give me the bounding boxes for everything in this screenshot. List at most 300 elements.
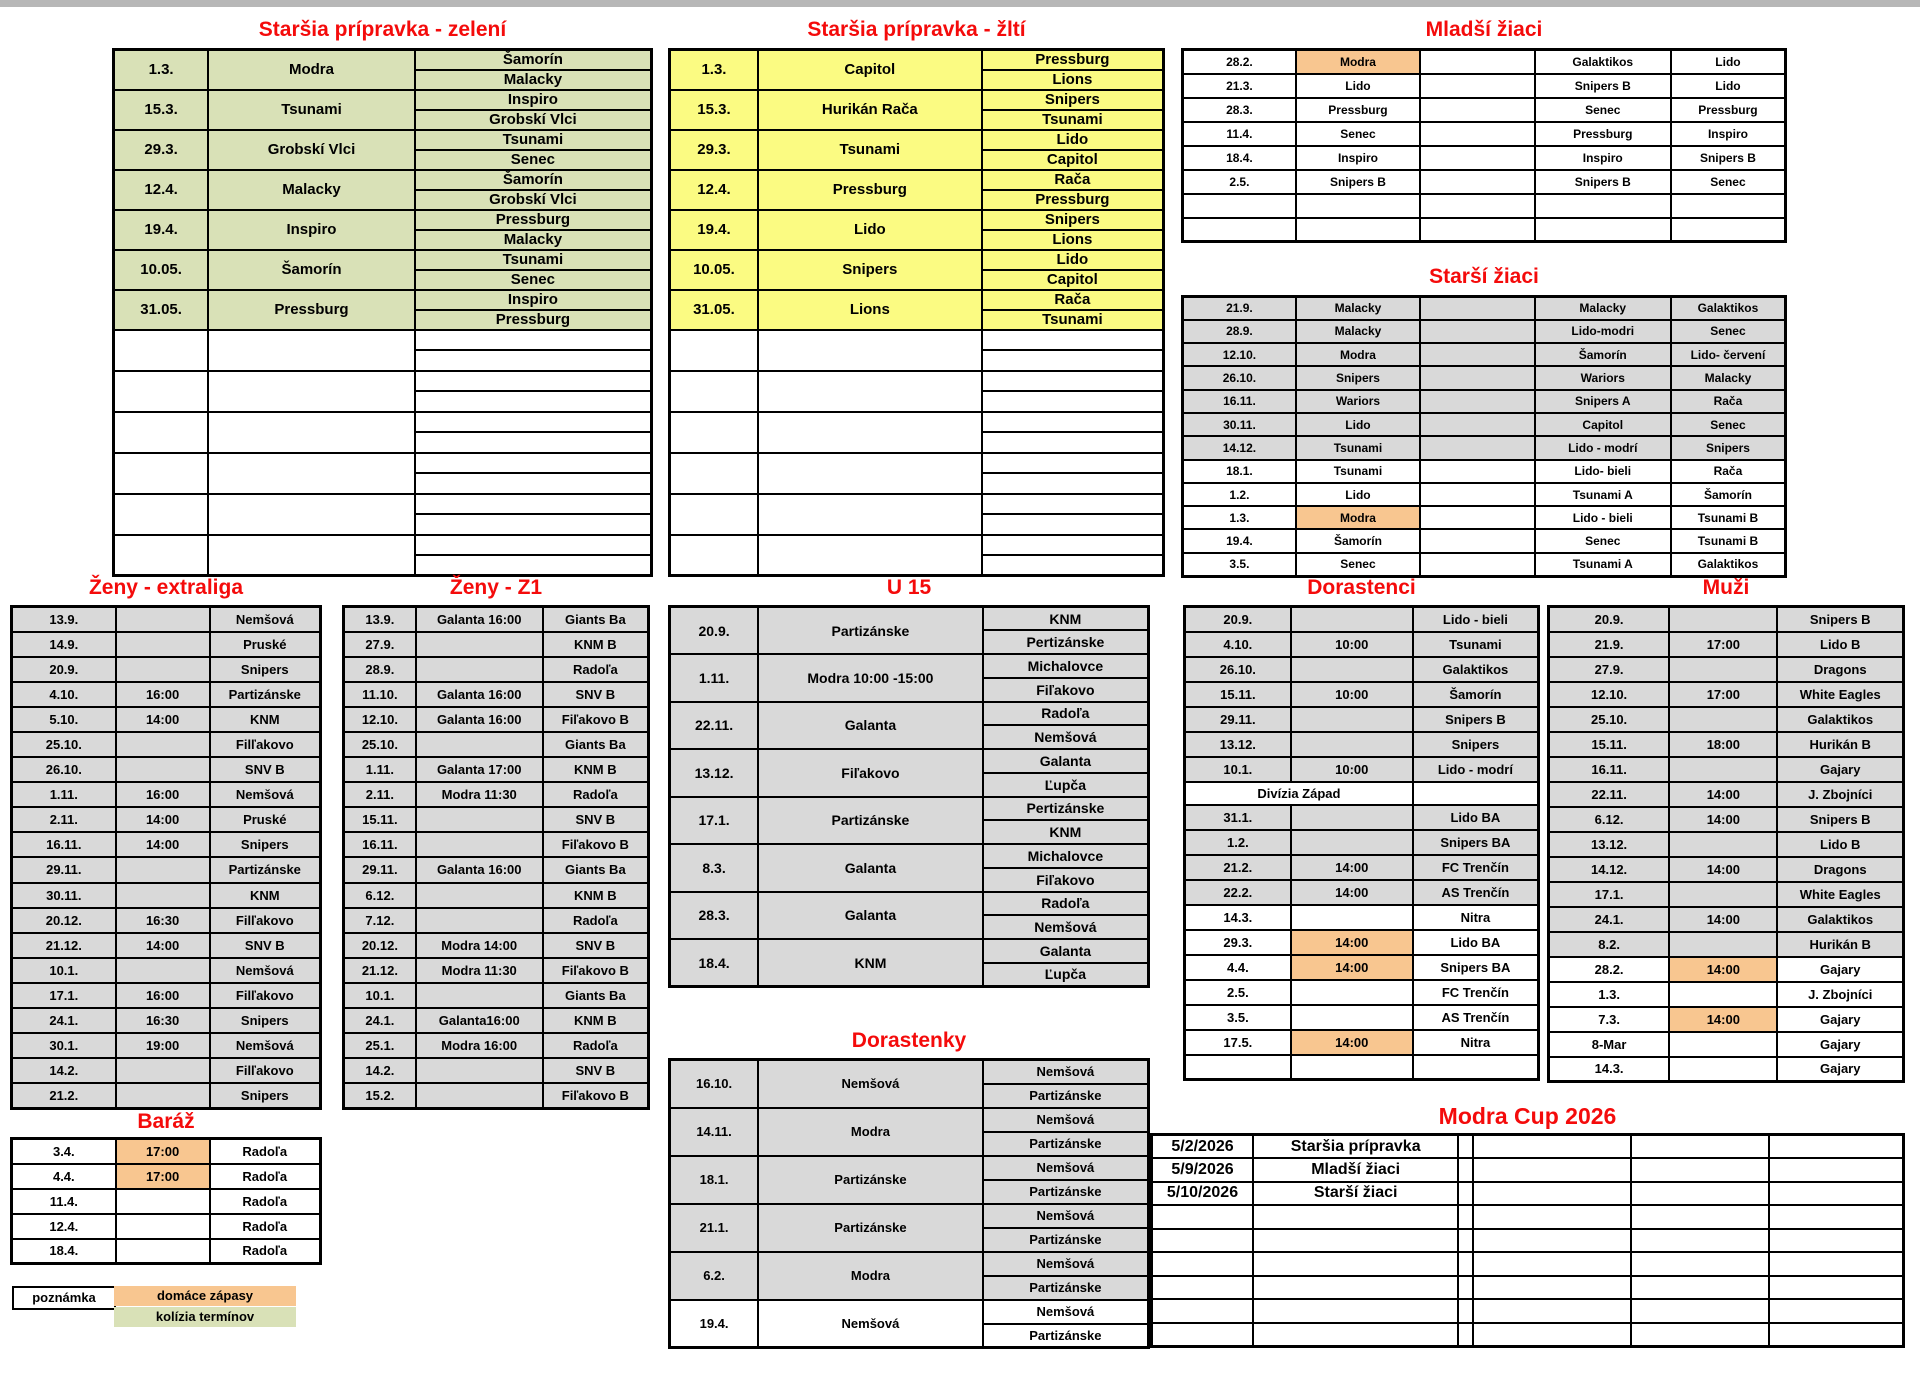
zeny-extraliga-opponent-cell: Nemšová — [210, 1033, 321, 1058]
dorastenci-row — [1185, 682, 1539, 707]
muzi-opponent-cell: White Eagles — [1777, 882, 1903, 907]
dorastenci-row — [1185, 905, 1539, 930]
dorastenci-opponent-cell: Snipers BA — [1413, 955, 1539, 980]
dorastenci-row — [1185, 732, 1539, 757]
mladsi-ziaci-date-cell: 18.4. — [1183, 146, 1296, 170]
zeny-z1-time-cell — [416, 807, 543, 832]
zeny-z1-time-cell — [416, 732, 543, 757]
baraz-row — [12, 1164, 321, 1189]
muzi-date-cell: 16.11. — [1549, 757, 1670, 782]
modra-cup-empty-cell — [1458, 1252, 1473, 1276]
zeny-extraliga-date-cell: 4.10. — [12, 682, 116, 707]
starsi-ziaci-opponent-cell: Senec — [1671, 320, 1786, 343]
zeny-z1-row — [344, 732, 649, 757]
dorastenci-opponent-cell: Snipers B — [1413, 707, 1539, 732]
mladsi-ziaci-row — [1183, 146, 1786, 170]
muzi-time-cell: 17:00 — [1669, 632, 1777, 657]
zeny-z1-date-cell: 14.2. — [344, 1058, 416, 1083]
modra-cup-empty-row — [1152, 1229, 1904, 1253]
zlti-empty-cell — [670, 371, 758, 412]
modra-cup-empty-cell — [1473, 1276, 1630, 1300]
dorastenci-row — [1185, 632, 1539, 657]
zlti-team-cell: Pressburg — [758, 170, 982, 210]
muzi-date-cell: 17.1. — [1549, 882, 1670, 907]
zeleni-opponent-cell: Grobskí Vlci — [415, 190, 652, 210]
zeny-z1-opponent-cell: SNV B — [543, 682, 649, 707]
zeny-extraliga-opponent-cell: SNV B — [210, 757, 321, 782]
modra-cup-empty-cell — [1473, 1252, 1630, 1276]
baraz-opponent-cell: Radoľa — [210, 1139, 321, 1164]
starsi-ziaci-opponent-cell: Snipers A — [1535, 390, 1671, 413]
dorastenky-team-cell: Partizánske — [758, 1156, 983, 1204]
u15-date-cell: 8.3. — [670, 844, 759, 892]
zlti-opponent-cell: Capitol — [982, 150, 1164, 170]
starsi-ziaci-team-cell: Modra — [1296, 506, 1420, 529]
zeleni-opponent-cell: Senec — [415, 150, 652, 170]
zlti-empty-cell — [982, 412, 1164, 433]
mladsi-ziaci-opponent-cell: Senec — [1535, 98, 1671, 122]
starsi-ziaci-team-cell: Modra — [1296, 343, 1420, 366]
zeny-extraliga-date-cell: 2.11. — [12, 807, 116, 832]
zlti-empty-cell — [758, 330, 982, 371]
dorastenci-table — [1183, 605, 1540, 1081]
zlti-empty-cell — [982, 350, 1164, 371]
starsi-ziaci-team-cell: Šamorín — [1296, 529, 1420, 552]
zeny-z1-opponent-cell: Giants Ba — [543, 983, 649, 1008]
dorastenci-time-cell: 10:00 — [1291, 632, 1413, 657]
starsi-ziaci-row — [1183, 529, 1786, 552]
mladsi-ziaci-empty-cell — [1296, 194, 1420, 218]
zeleni-team-cell: Malacky — [208, 170, 415, 210]
zlti-row — [670, 170, 1164, 190]
muzi-opponent-cell: Gajary — [1777, 1032, 1903, 1057]
modra-cup-empty-cell — [1473, 1229, 1630, 1253]
zeny-z1-time-cell — [416, 1083, 543, 1108]
u15-team-cell: Galanta — [758, 892, 983, 940]
starsi-ziaci-opponent-cell: Senec — [1671, 413, 1786, 436]
mladsi-ziaci-row — [1183, 50, 1786, 74]
mladsi-ziaci-empty-cell — [1420, 218, 1535, 242]
zeleni-date-cell: 15.3. — [114, 90, 209, 130]
zeny-z1-date-cell: 28.9. — [344, 657, 416, 682]
zeleni-opponent-cell: Malacky — [415, 230, 652, 250]
modra-cup-empty-row — [1152, 1205, 1904, 1229]
u15-opponent-cell: Fiľakovo — [983, 678, 1149, 702]
muzi-date-cell: 28.2. — [1549, 957, 1670, 982]
zeny-z1-row — [344, 958, 649, 983]
modra-cup-empty-cell — [1631, 1158, 1769, 1182]
zeny-z1-opponent-cell: SNV B — [543, 933, 649, 958]
zeny-extraliga-date-cell: 26.10. — [12, 757, 116, 782]
muzi-opponent-cell: Snipers B — [1777, 807, 1903, 832]
zlti-opponent-cell: Tsunami — [982, 110, 1164, 130]
modra-cup-empty-cell — [1458, 1158, 1473, 1182]
starsi-ziaci-date-cell: 30.11. — [1183, 413, 1296, 436]
starsi-ziaci-opponent-cell: Malacky — [1671, 366, 1786, 389]
starsi-ziaci-empty-cell — [1420, 553, 1535, 576]
starsi-ziaci-date-cell: 28.9. — [1183, 320, 1296, 343]
zeleni-opponent-cell: Šamorín — [415, 170, 652, 190]
dorastenci-date-cell: 13.12. — [1185, 732, 1291, 757]
zeny-z1-opponent-cell: SNV B — [543, 807, 649, 832]
muzi-date-cell: 12.10. — [1549, 682, 1670, 707]
mladsi-ziaci-date-cell: 2.5. — [1183, 170, 1296, 194]
starsi-ziaci-row — [1183, 483, 1786, 506]
muzi-row — [1549, 807, 1904, 832]
zeny-extraliga-time-cell: 14:00 — [116, 832, 210, 857]
zlti-opponent-cell: Pressburg — [982, 190, 1164, 210]
zlti-team-cell: Lido — [758, 210, 982, 250]
zeny-extraliga-row — [12, 757, 321, 782]
dorastenci-date-cell: 26.10. — [1185, 657, 1291, 682]
zeny-z1-row — [344, 782, 649, 807]
modra-cup-empty-cell — [1458, 1205, 1473, 1229]
zeny-extraliga-opponent-cell: Partizánske — [210, 682, 321, 707]
muzi-opponent-cell: Gajary — [1777, 1007, 1903, 1032]
u15-opponent-cell: Ľupča — [983, 963, 1149, 987]
u15-row — [670, 749, 1149, 773]
zlti-empty-cell — [982, 473, 1164, 494]
zeny-extraliga-time-cell: 16:00 — [116, 682, 210, 707]
u15-date-cell: 1.11. — [670, 654, 759, 702]
mladsi-ziaci-opponent-cell: Senec — [1671, 170, 1786, 194]
zeny-z1-row — [344, 933, 649, 958]
zeleni-empty-cell — [415, 453, 652, 474]
zeleni-date-cell: 31.05. — [114, 290, 209, 330]
modra-cup-row — [1152, 1158, 1904, 1182]
muzi-opponent-cell: Dragons — [1777, 857, 1903, 882]
zeny-extraliga-opponent-cell: Filľakovo — [210, 983, 321, 1008]
modra-cup-date-cell: 5/10/2026 — [1152, 1182, 1254, 1206]
zeny-z1-time-cell — [416, 632, 543, 657]
zeny-extraliga-date-cell: 20.12. — [12, 908, 116, 933]
zeleni-empty-cell — [415, 494, 652, 515]
dorastenci-time-cell: 14:00 — [1291, 1030, 1413, 1055]
zeny-z1-date-cell: 24.1. — [344, 1008, 416, 1033]
u15-opponent-cell: Ľupča — [983, 773, 1149, 797]
starsi-ziaci-date-cell: 16.11. — [1183, 390, 1296, 413]
zeny-z1-opponent-cell: Fiľakovo B — [543, 832, 649, 857]
dorastenky-opponent-cell: Partizánske — [983, 1132, 1149, 1156]
zeleni-empty-cell — [415, 555, 652, 576]
muzi-date-cell: 7.3. — [1549, 1007, 1670, 1032]
baraz-table — [10, 1137, 322, 1265]
u15-title: U 15 — [886, 576, 932, 599]
starsi-ziaci-empty-cell — [1420, 436, 1535, 459]
starsi-ziaci-empty-cell — [1420, 320, 1535, 343]
zeny-extraliga-row — [12, 782, 321, 807]
muzi-row — [1549, 832, 1904, 857]
zeny-extraliga-date-cell: 29.11. — [12, 857, 116, 882]
starsi-ziaci-opponent-cell: Šamorín — [1535, 343, 1671, 366]
u15-opponent-cell: Radoľa — [983, 702, 1149, 726]
dorastenci-time-cell: 14:00 — [1291, 880, 1413, 905]
dorastenci-opponent-cell: Lido BA — [1413, 930, 1539, 955]
starsi-ziaci-row — [1183, 366, 1786, 389]
dorastenci-opponent-cell: Snipers BA — [1413, 830, 1539, 855]
u15-row — [670, 797, 1149, 821]
dorastenky-date-cell: 16.10. — [670, 1060, 759, 1108]
modra-cup-row — [1152, 1135, 1904, 1159]
modra-cup-empty-cell — [1152, 1276, 1254, 1300]
dorastenky-row — [670, 1252, 1149, 1276]
dorastenci-date-cell: 1.2. — [1185, 830, 1291, 855]
zeleni-date-cell: 29.3. — [114, 130, 209, 170]
u15-opponent-cell: KNM — [983, 820, 1149, 844]
modra-cup-empty-cell — [1631, 1229, 1769, 1253]
muzi-row — [1549, 1032, 1904, 1057]
modra-cup-empty-cell — [1473, 1299, 1630, 1323]
mladsi-ziaci-opponent-cell: Inspiro — [1535, 146, 1671, 170]
zlti-empty-row — [670, 371, 1164, 392]
zeleni-date-cell: 10.05. — [114, 250, 209, 290]
dorastenky-opponent-cell: Nemšová — [983, 1108, 1149, 1132]
dorastenky-team-cell: Partizánske — [758, 1204, 983, 1252]
zeny-z1-date-cell: 11.10. — [344, 682, 416, 707]
zeleni-opponent-cell: Senec — [415, 270, 652, 290]
zeny-extraliga-opponent-cell: Filľakovo — [210, 1058, 321, 1083]
zlti-date-cell: 12.4. — [670, 170, 758, 210]
zeny-z1-opponent-cell: Giants Ba — [543, 857, 649, 882]
starsi-ziaci-row — [1183, 343, 1786, 366]
dorastenci-time-cell — [1291, 1005, 1413, 1030]
modra-cup-empty-cell — [1769, 1276, 1904, 1300]
modra-cup-empty-cell — [1152, 1229, 1254, 1253]
starsi-ziaci-opponent-cell: Šamorín — [1671, 483, 1786, 506]
starsi-ziaci-team-cell: Snipers — [1296, 366, 1420, 389]
muzi-time-cell: 14:00 — [1669, 782, 1777, 807]
zeny-z1-opponent-cell: KNM B — [543, 1008, 649, 1033]
zeny-extraliga-date-cell: 10.1. — [12, 958, 116, 983]
u15-date-cell: 17.1. — [670, 797, 759, 845]
mladsi-ziaci-team-cell: Inspiro — [1296, 146, 1420, 170]
zeleni-team-cell: Modra — [208, 50, 415, 90]
modra-cup-category-cell: Staršia prípravka — [1253, 1135, 1458, 1159]
modra-cup-date-cell: 5/2/2026 — [1152, 1135, 1254, 1159]
zeny-z1-row — [344, 983, 649, 1008]
dorastenci-date-cell: 4.10. — [1185, 632, 1291, 657]
dorastenci-row — [1185, 1005, 1539, 1030]
u15-opponent-cell: Nemšová — [983, 915, 1149, 939]
zlti-team-cell: Lions — [758, 290, 982, 330]
muzi-row — [1549, 707, 1904, 732]
zeny-z1-row — [344, 1058, 649, 1083]
zeny-z1-opponent-cell: Fiľakovo B — [543, 707, 649, 732]
zeny-z1-date-cell: 12.10. — [344, 707, 416, 732]
mladsi-ziaci-row — [1183, 170, 1786, 194]
modra-cup-empty-cell — [1458, 1229, 1473, 1253]
baraz-title: Baráž — [137, 1110, 195, 1133]
zeny-extraliga-opponent-cell: Pruské — [210, 632, 321, 657]
starsi-ziaci-row — [1183, 506, 1786, 529]
zeny-extraliga-time-cell — [116, 657, 210, 682]
zlti-empty-cell — [982, 371, 1164, 392]
zlti-empty-cell — [758, 535, 982, 576]
dorastenci-date-cell: 4.4. — [1185, 955, 1291, 980]
zlti-empty-cell — [982, 391, 1164, 412]
zeleni-empty-row — [114, 412, 652, 433]
mladsi-ziaci-empty-cell — [1671, 194, 1786, 218]
dorastenci-opponent-cell: Šamorín — [1413, 682, 1539, 707]
muzi-opponent-cell: Gajary — [1777, 757, 1903, 782]
zeny-extraliga-date-cell: 5.10. — [12, 707, 116, 732]
modra-cup-empty-cell — [1458, 1323, 1473, 1347]
dorastenci-date-cell: 29.11. — [1185, 707, 1291, 732]
zeleni-empty-cell — [114, 535, 209, 576]
dorastenci-opponent-cell: AS Trenčín — [1413, 1005, 1539, 1030]
modra-cup-empty-cell — [1769, 1135, 1904, 1159]
u15-opponent-cell: Fiľakovo — [983, 868, 1149, 892]
zeny-extraliga-date-cell: 14.9. — [12, 632, 116, 657]
zeleni-opponent-cell: Inspiro — [415, 290, 652, 310]
zeny-extraliga-row — [12, 807, 321, 832]
zeny-z1-time-cell — [416, 1058, 543, 1083]
zlti-date-cell: 29.3. — [670, 130, 758, 170]
zeny-z1-date-cell: 16.11. — [344, 832, 416, 857]
starsi-ziaci-opponent-cell: Galaktikos — [1671, 297, 1786, 320]
modra-cup-category-cell: Mladší žiaci — [1253, 1158, 1458, 1182]
starsi-ziaci-team-cell: Malacky — [1296, 320, 1420, 343]
modra-cup-empty-row — [1152, 1323, 1904, 1347]
zeny-extraliga-opponent-cell: Nemšová — [210, 607, 321, 632]
zeny-extraliga-opponent-cell: Snipers — [210, 657, 321, 682]
starsi-ziaci-row — [1183, 320, 1786, 343]
u15-row — [670, 654, 1149, 678]
muzi-row — [1549, 657, 1904, 682]
modra-cup-row — [1152, 1182, 1904, 1206]
zeny-extraliga-row — [12, 732, 321, 757]
dorastenci-date-cell — [1185, 1055, 1291, 1080]
u15-opponent-cell: Pertizánske — [983, 630, 1149, 654]
zeny-z1-date-cell: 29.11. — [344, 857, 416, 882]
starsi-ziaci-date-cell: 18.1. — [1183, 460, 1296, 483]
zeny-extraliga-row — [12, 607, 321, 632]
zeny-extraliga-date-cell: 25.10. — [12, 732, 116, 757]
u15-row — [670, 607, 1149, 631]
zlti-row — [670, 250, 1164, 270]
modra-cup-empty-cell — [1152, 1252, 1254, 1276]
mladsi-ziaci-team-cell: Pressburg — [1296, 98, 1420, 122]
baraz-opponent-cell: Radoľa — [210, 1239, 321, 1264]
starsi-ziaci-opponent-cell: Tsunami B — [1671, 529, 1786, 552]
mladsi-ziaci-empty-cell — [1420, 50, 1535, 74]
zeny-z1-time-cell: Galanta 16:00 — [416, 707, 543, 732]
muzi-time-cell — [1669, 607, 1777, 632]
dorastenci-row — [1185, 657, 1539, 682]
zeny-extraliga-date-cell: 21.2. — [12, 1083, 116, 1108]
zeny-extraliga-date-cell: 20.9. — [12, 657, 116, 682]
zeny-z1-opponent-cell: Fiľakovo B — [543, 958, 649, 983]
legend-note-label: poznámka — [12, 1286, 116, 1310]
mladsi-ziaci-empty-cell — [1420, 170, 1535, 194]
zeleni-empty-cell — [415, 350, 652, 371]
baraz-row — [12, 1139, 321, 1164]
zeny-extraliga-time-cell — [116, 1058, 210, 1083]
muzi-row — [1549, 1007, 1904, 1032]
starsi-ziaci-opponent-cell: Lido- červení — [1671, 343, 1786, 366]
baraz-date-cell: 12.4. — [12, 1214, 116, 1239]
baraz-opponent-cell: Radoľa — [210, 1164, 321, 1189]
dorastenci-row — [1185, 880, 1539, 905]
starsi-ziaci-date-cell: 21.9. — [1183, 297, 1296, 320]
starsi-ziaci-empty-cell — [1420, 343, 1535, 366]
zeny-z1-row — [344, 1008, 649, 1033]
zeny-z1-date-cell: 27.9. — [344, 632, 416, 657]
zeleni-empty-cell — [415, 412, 652, 433]
dorastenky-table — [668, 1058, 1150, 1349]
mladsi-ziaci-opponent-cell: Snipers B — [1535, 170, 1671, 194]
zeleni-empty-cell — [208, 412, 415, 453]
mladsi-ziaci-opponent-cell: Lido — [1671, 74, 1786, 98]
zeny-extraliga-time-cell — [116, 632, 210, 657]
baraz-time-cell: 17:00 — [116, 1164, 210, 1189]
zeny-extraliga-time-cell — [116, 732, 210, 757]
zeny-extraliga-row — [12, 883, 321, 908]
dorastenci-row — [1185, 955, 1539, 980]
zeny-z1-time-cell — [416, 657, 543, 682]
zeny-extraliga-time-cell: 14:00 — [116, 933, 210, 958]
mladsi-ziaci-date-cell: 21.3. — [1183, 74, 1296, 98]
zlti-empty-cell — [758, 412, 982, 453]
zeleni-empty-cell — [415, 391, 652, 412]
mladsi-ziaci-empty-cell — [1420, 146, 1535, 170]
mladsi-ziaci-empty-cell — [1671, 218, 1786, 242]
zlti-team-cell: Capitol — [758, 50, 982, 90]
mladsi-ziaci-empty-cell — [1535, 194, 1671, 218]
zeleni-opponent-cell: Šamorín — [415, 50, 652, 70]
u15-team-cell: Fiľakovo — [758, 749, 983, 797]
zeny-z1-table — [342, 605, 650, 1110]
mladsi-ziaci-team-cell: Modra — [1296, 50, 1420, 74]
muzi-date-cell: 8.2. — [1549, 932, 1670, 957]
muzi-opponent-cell: Lido B — [1777, 632, 1903, 657]
starsi-ziaci-date-cell: 26.10. — [1183, 366, 1296, 389]
zeleni-empty-cell — [415, 371, 652, 392]
u15-row — [670, 892, 1149, 916]
zeleni-table — [112, 48, 653, 577]
zeny-extraliga-time-cell: 16:00 — [116, 983, 210, 1008]
zlti-opponent-cell: Rača — [982, 290, 1164, 310]
zeny-extraliga-opponent-cell: Partizánske — [210, 857, 321, 882]
modra-cup-empty-cell — [1458, 1135, 1473, 1159]
dorastenky-opponent-cell: Nemšová — [983, 1204, 1149, 1228]
modra-cup-empty-cell — [1473, 1323, 1630, 1347]
zlti-empty-cell — [670, 494, 758, 535]
muzi-date-cell: 22.11. — [1549, 782, 1670, 807]
zeny-extraliga-title: Ženy - extraliga — [88, 576, 244, 599]
muzi-row — [1549, 982, 1904, 1007]
muzi-opponent-cell: Snipers B — [1777, 607, 1903, 632]
muzi-time-cell: 14:00 — [1669, 807, 1777, 832]
zlti-date-cell: 1.3. — [670, 50, 758, 90]
zlti-opponent-cell: Snipers — [982, 90, 1164, 110]
dorastenci-opponent-cell: Lido - bieli — [1413, 607, 1539, 632]
zeleni-opponent-cell: Pressburg — [415, 310, 652, 330]
baraz-opponent-cell: Radoľa — [210, 1189, 321, 1214]
starsi-ziaci-opponent-cell: Lido-modri — [1535, 320, 1671, 343]
zlti-empty-cell — [758, 494, 982, 535]
dorastenci-title: Dorastenci — [1307, 576, 1416, 599]
starsi-ziaci-opponent-cell: Tsunami B — [1671, 506, 1786, 529]
starsi-ziaci-table — [1181, 295, 1787, 578]
starsi-ziaci-empty-cell — [1420, 506, 1535, 529]
mladsi-ziaci-empty-row — [1183, 194, 1786, 218]
modra-cup-empty-cell — [1253, 1205, 1458, 1229]
starsi-ziaci-row — [1183, 413, 1786, 436]
dorastenci-date-cell: 20.9. — [1185, 607, 1291, 632]
u15-opponent-cell: Galanta — [983, 749, 1149, 773]
dorastenci-opponent-cell: Tsunami — [1413, 632, 1539, 657]
